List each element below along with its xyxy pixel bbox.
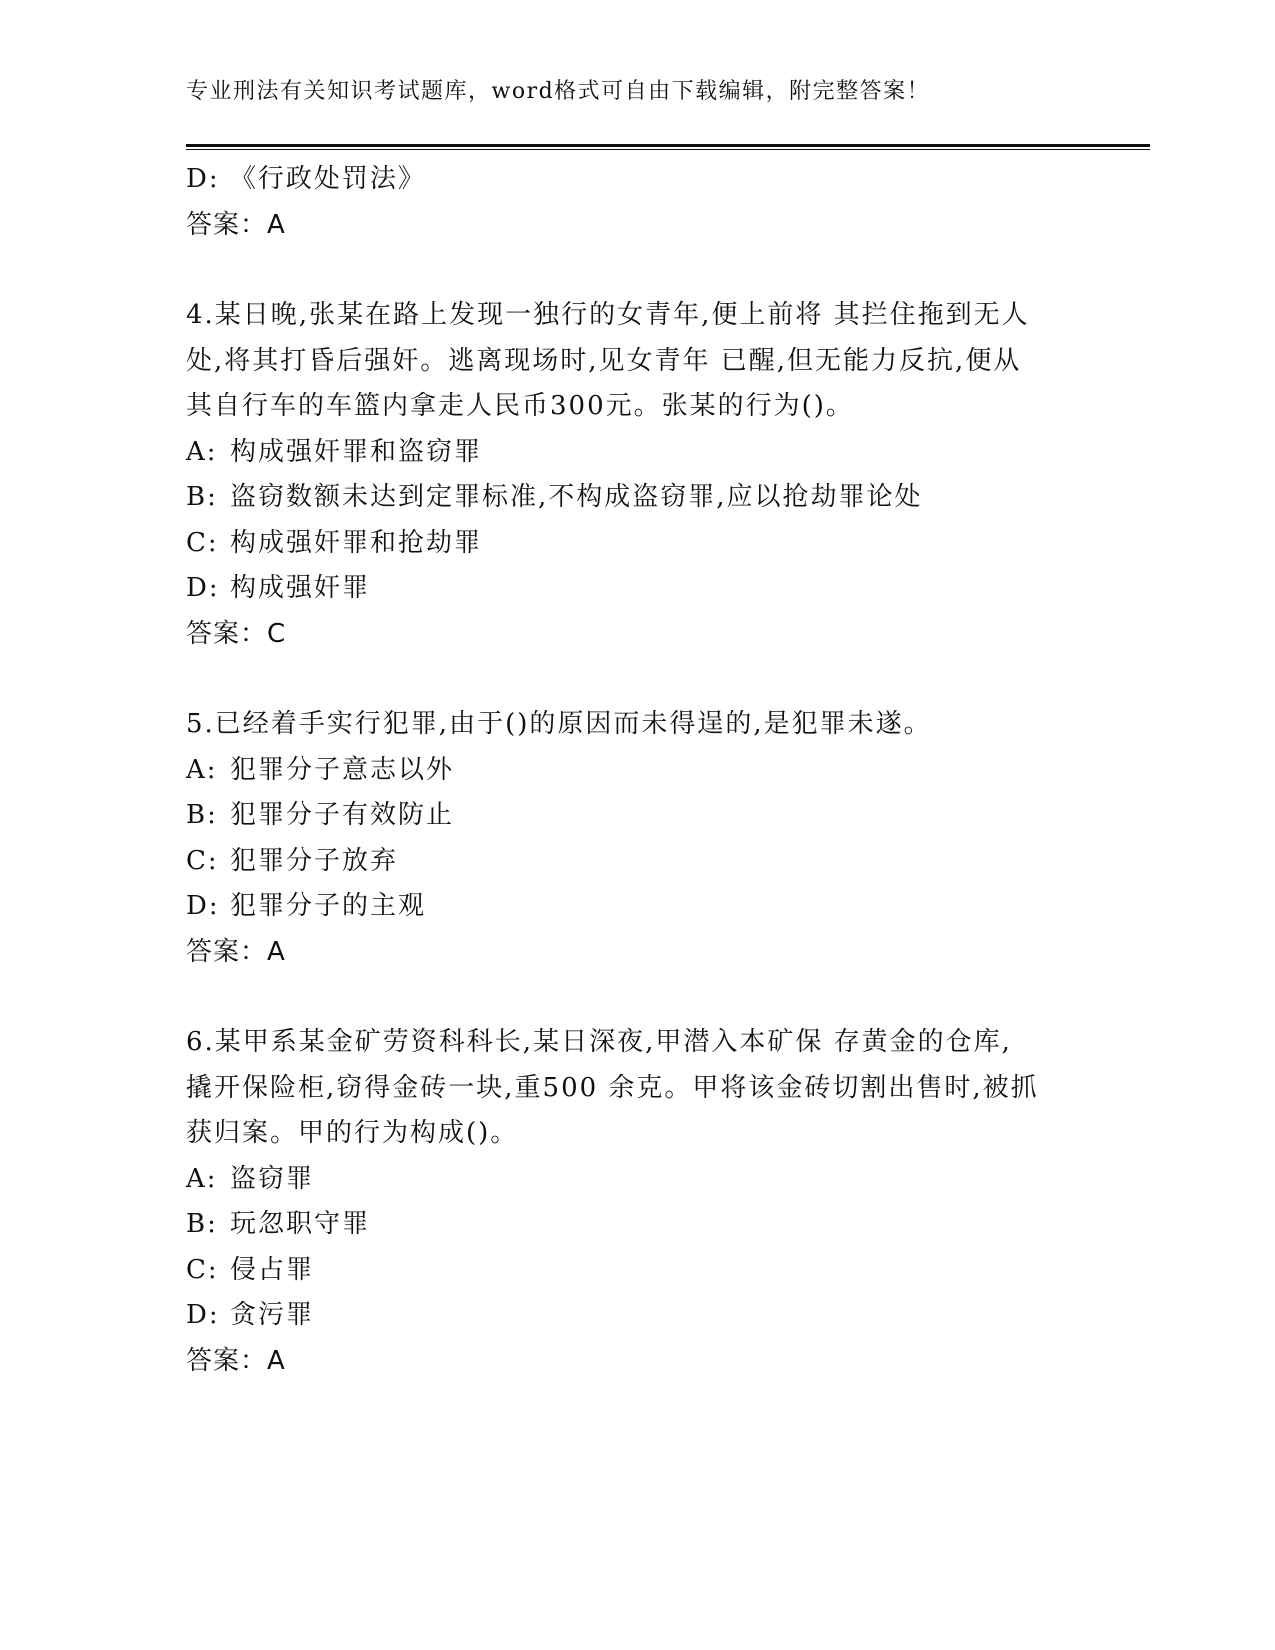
option-letter: C: [186, 1254, 219, 1285]
option-text: 贪污罪 [230, 1300, 315, 1330]
question-text-line: 5.已经着手实行犯罪,由于()的原因而未得逞的,是犯罪未遂。 [186, 709, 932, 739]
option-b [186, 1202, 1086, 1248]
option-a [186, 1157, 1086, 1203]
answer: 答案：A [186, 936, 286, 967]
question-text-line: 处,将其打昏后强奸。逃离现场时,见女青年 已醒,但无能力反抗,便从 [186, 345, 1022, 376]
question-4 [186, 293, 1086, 657]
header-rule-thick [186, 144, 1150, 147]
header-rule-thin [186, 149, 1150, 150]
option-b [186, 793, 1086, 839]
option-text: 犯罪分子的主观 [230, 891, 427, 921]
option-letter: A: [186, 436, 218, 467]
question-text-line: 撬开保险柜,窃得金砖一块,重500 余克。甲将该金砖切割出售时,被抓 [186, 1072, 1039, 1103]
question-text-line: 6.某甲系某金矿劳资科科长,某日深夜,甲潜入本矿保 存黄金的仓库, [186, 1027, 1012, 1057]
option-letter: A: [186, 1163, 218, 1194]
answer: 答案：C [186, 618, 287, 649]
carryover-option-d: D: 《行政处罚法》 [186, 164, 426, 194]
spacer [186, 248, 1086, 293]
option-letter: C: [186, 527, 219, 558]
option-text: 犯罪分子有效防止 [230, 800, 455, 830]
page-header: 专业刑法有关知识考试题库，word格式可自由下载编辑，附完整答案！ [186, 79, 931, 104]
option-text: 构成强奸罪和盗窃罪 [230, 436, 483, 467]
question-text-line: 获归案。甲的行为构成()。 [186, 1118, 519, 1148]
option-text: 盗窃数额未达到定罪标准,不构成盗窃罪,应以抢劫罪论处 [230, 482, 923, 512]
option-b [186, 475, 1086, 521]
answer: 答案：A [186, 1345, 286, 1376]
carryover-answer: 答案：A [186, 209, 286, 240]
option-a [186, 430, 1086, 476]
option-letter: B: [186, 800, 218, 830]
option-letter: D: [186, 891, 220, 921]
option-a [186, 748, 1086, 794]
option-d [186, 884, 1086, 930]
option-c [186, 1248, 1086, 1294]
option-c [186, 839, 1086, 885]
option-text: 侵占罪 [230, 1254, 315, 1285]
question-6 [186, 1020, 1086, 1384]
option-letter: D: [186, 1300, 220, 1330]
option-c [186, 521, 1086, 567]
option-text: 构成强奸罪 [230, 573, 371, 603]
option-letter: D: [186, 573, 220, 603]
option-text: 玩忽职守罪 [230, 1209, 371, 1239]
question-text-line: 4.某日晚,张某在路上发现一独行的女青年,便上前将 其拦住拖到无人 [186, 300, 1030, 330]
spacer [186, 975, 1086, 1020]
question-content [186, 157, 1086, 1384]
option-d [186, 1293, 1086, 1339]
option-text: 构成强奸罪和抢劫罪 [230, 527, 483, 558]
spacer [186, 657, 1086, 702]
question-5 [186, 702, 1086, 975]
option-letter: A: [186, 754, 218, 785]
option-d [186, 566, 1086, 612]
option-letter: B: [186, 1209, 218, 1239]
option-letter: B: [186, 482, 218, 512]
option-text: 盗窃罪 [230, 1163, 315, 1194]
option-text: 犯罪分子放弃 [230, 845, 399, 876]
option-text: 犯罪分子意志以外 [230, 754, 455, 785]
option-letter: C: [186, 845, 219, 876]
question-text-line: 其自行车的车篮内拿走人民币300元。张某的行为()。 [186, 391, 854, 421]
